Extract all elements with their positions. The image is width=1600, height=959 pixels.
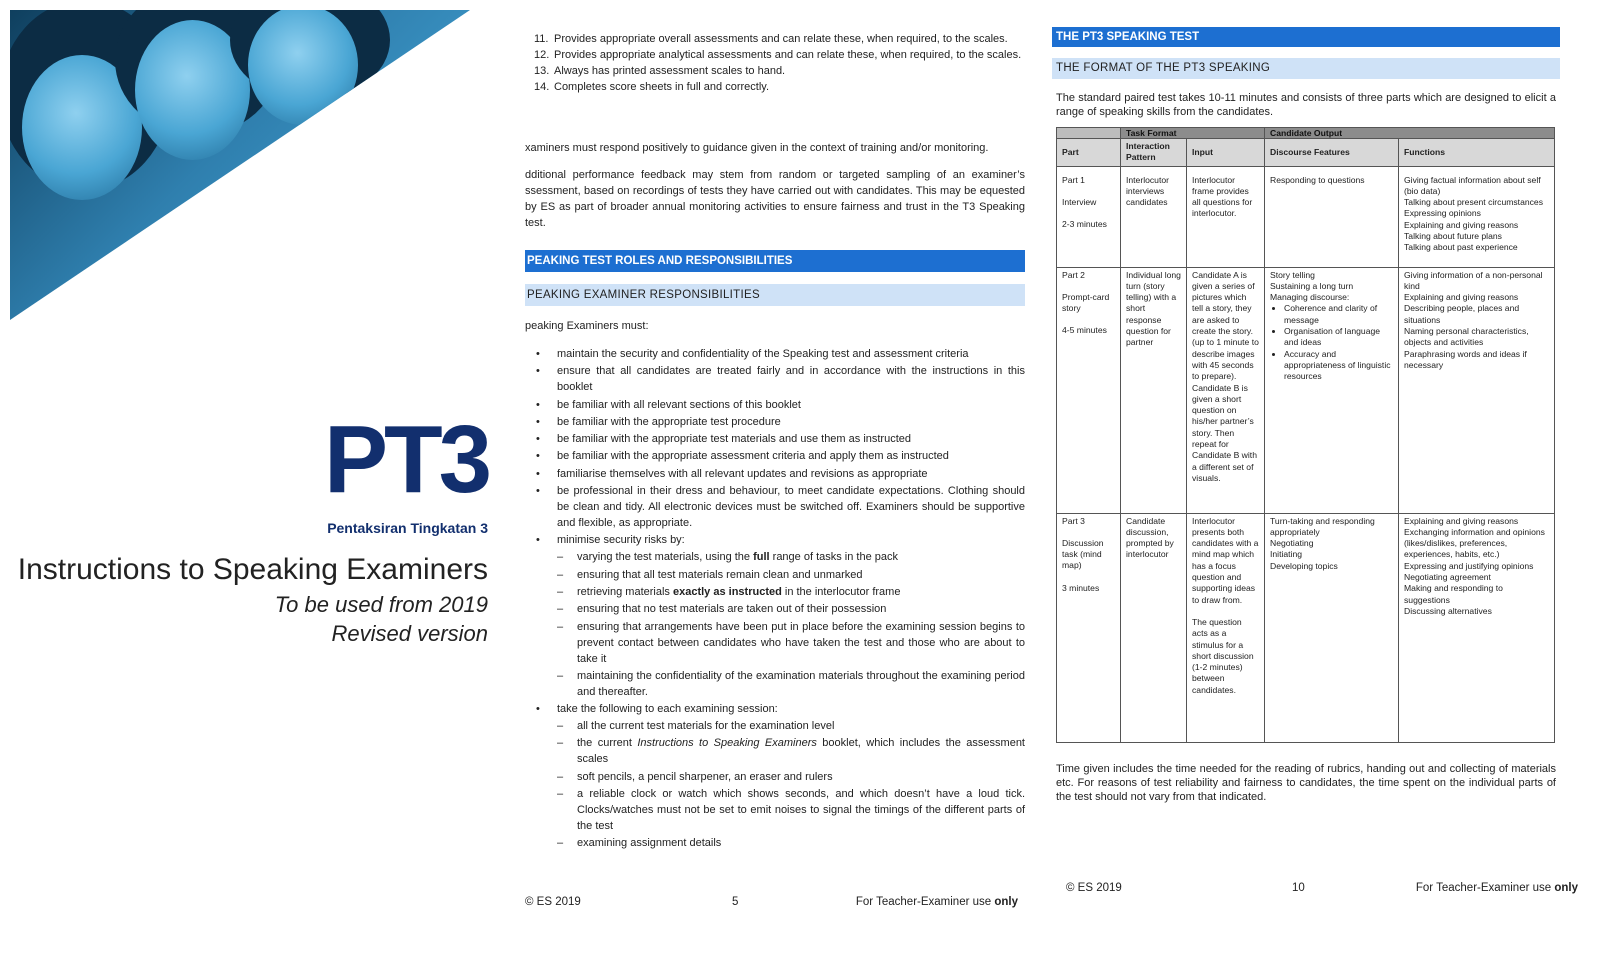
footer-usage: For Teacher-Examiner use only bbox=[855, 896, 1018, 908]
session-sublist bbox=[557, 718, 1025, 851]
col-header: Part bbox=[1057, 139, 1121, 167]
outro-text: Time given includes the time needed for the reading of rubrics, handing out and collecting of materials etc. For reasons of test reliability and fairness to candidates, the time spent on the individual parts of the test should not vary from that indicated. bbox=[1056, 763, 1556, 803]
table-row bbox=[1057, 267, 1555, 513]
list-item: • be familiar with all relevant sections of this booklet bbox=[525, 397, 1025, 413]
input-cell: Interlocutor presents both candidates with a mind map which has a focus question and supporting ideas to draw from. The question acts as a stimulus for a short discussion (1-2 minutes) between candidates. bbox=[1187, 513, 1265, 742]
col-header: Functions bbox=[1399, 139, 1555, 167]
page-10 bbox=[1044, 0, 1600, 959]
sub-item: – examining assignment details bbox=[557, 835, 1025, 851]
sub-item: – varying the test materials, using the full range of tasks in the pack bbox=[557, 549, 1025, 565]
table-row bbox=[1057, 166, 1555, 267]
input-cell: Candidate A is given a series of pictures which tell a story, they are asked to create the story. (up to 1 minute to describe images with 45 seconds to prepare). Candidate B is given a short question on his/her partner’s story. Then repeat for Candidate B with a different set of visuals. bbox=[1187, 267, 1265, 513]
list-item: • take the following to each examining session: – all the current test materials for the examination level – the current Instructions to Speaking Examiners booklet, which includes the assessment scales – soft pencils, a pencil sharpener, an eraser and rulers – a reliable clock or watch which shows seconds, and which doesn’t have a loud tick. Clocks/watches must not be set to emit noises to signal the timings of the different parts of the test – examining assignment details bbox=[525, 701, 1025, 851]
list-item: • be professional in their dress and behaviour, to meet candidate expectations. Clothing should be clean and tidy. All electronic devices must be switched off. Examiners should be supportive and flexible, as appropriate. bbox=[525, 483, 1025, 531]
document-date-line: To be used from 2019 bbox=[274, 592, 488, 617]
table-row bbox=[1057, 513, 1555, 742]
group-candidate-output: Candidate Output bbox=[1265, 128, 1555, 139]
sub-item: – ensuring that arrangements have been put in place before the examining session begins to prevent contact between candidates who have taken the test and those who are about to take it bbox=[557, 619, 1025, 667]
table-header bbox=[1057, 139, 1555, 167]
document-title: Instructions to Speaking Examiners bbox=[17, 553, 488, 586]
list-item: 13. Always has printed assessment scales to hand. bbox=[534, 65, 786, 77]
table-group-header bbox=[1057, 128, 1555, 139]
cover-photo bbox=[10, 10, 470, 320]
list-item: 11. Provides appropriate overall assessments and can relate these, when required, to the scales. bbox=[534, 33, 1008, 45]
sub-item: – retrieving materials exactly as instructed in the interlocutor frame bbox=[557, 584, 1025, 600]
document-version-line: Revised version bbox=[331, 621, 488, 646]
list-item: • ensure that all candidates are treated fairly and in accordance with the instructions in this booklet bbox=[525, 363, 1025, 395]
sub-item: – the current Instructions to Speaking Examiners booklet, which includes the assessment scales bbox=[557, 735, 1025, 767]
interaction-cell: Candidate discussion, prompted by interlocutor bbox=[1121, 513, 1187, 742]
footer-page-number: 10 bbox=[1292, 882, 1305, 894]
interaction-cell: Interlocutor interviews candidates bbox=[1121, 166, 1187, 267]
speaking-format-table bbox=[1056, 127, 1555, 743]
part-cell: Part 3 Discussion task (mind map) 3 minutes bbox=[1057, 513, 1121, 742]
sub-item: – ensuring that no test materials are taken out of their possession bbox=[557, 601, 1025, 617]
list-item: 12. Provides appropriate analytical assessments and can relate these, when required, to the scales. bbox=[534, 49, 1022, 61]
sub-item: – a reliable clock or watch which shows seconds, and which doesn’t have a loud tick. Clocks/watches must not be set to emit noises to signal the timings of the different parts of the test bbox=[557, 786, 1025, 834]
list-item: • familiarise themselves with all relevant updates and revisions as appropriate bbox=[525, 466, 1025, 482]
sub-item: – maintaining the confidentiality of the examination materials throughout the examining period and thereafter. bbox=[557, 668, 1025, 700]
input-cell: Interlocutor frame provides all questions for interlocutor. bbox=[1187, 166, 1265, 267]
list-item: 14. Completes score sheets in full and correctly. bbox=[534, 81, 769, 93]
col-header: Input bbox=[1187, 139, 1265, 167]
security-sublist bbox=[557, 549, 1025, 699]
col-header: Discourse Features bbox=[1265, 139, 1399, 167]
list-item: • minimise security risks by: – varying the test materials, using the full range of tasks in the pack – ensuring that all test materials remain clean and unmarked – retrieving materials exactly as instructed in the interlocutor frame – ensuring that no test materials are taken out of their possession – ensuring that arrangements have been put in place before the examining session begins to prevent contact between candidates who have taken the test and those who are about to take it – maintaining the confidentiality of the examination materials throughout the examining period and thereafter. bbox=[525, 532, 1025, 699]
list-item: • be familiar with the appropriate assessment criteria and apply them as instructed bbox=[525, 448, 1025, 464]
list-item: • be familiar with the appropriate test materials and use them as instructed bbox=[525, 431, 1025, 447]
footer-usage: For Teacher-Examiner use only bbox=[1415, 882, 1578, 894]
col-header: Interaction Pattern bbox=[1121, 139, 1187, 167]
section-heading: THE PT3 SPEAKING TEST bbox=[1052, 27, 1560, 47]
interaction-cell: Individual long turn (story telling) with a short response question for partner bbox=[1121, 267, 1187, 513]
footer-page-number: 5 bbox=[732, 896, 739, 908]
footer-copyright: © ES 2019 bbox=[1066, 882, 1122, 894]
sub-item: – ensuring that all test materials remain clean and unmarked bbox=[557, 567, 1025, 583]
part-cell: Part 2 Prompt-card story 4-5 minutes bbox=[1057, 267, 1121, 513]
numbered-list bbox=[534, 31, 1024, 95]
responsibilities-list bbox=[525, 346, 1025, 853]
subsection-heading: THE FORMAT OF THE PT3 SPEAKING bbox=[1052, 58, 1560, 79]
functions-cell: Giving information of a non-personal kind Explaining and giving reasons Describing people, places and situations Naming personal characteristics, objects and activities Paraphrasing words and ideas if necessary bbox=[1399, 267, 1555, 513]
cover-page bbox=[0, 0, 520, 959]
subsection-heading: PEAKING EXAMINER RESPONSIBILITIES bbox=[525, 284, 1025, 306]
discourse-cell: Turn-taking and responding appropriately Negotiating Initiating Developing topics bbox=[1265, 513, 1399, 742]
intro-text: peaking Examiners must: bbox=[525, 320, 649, 332]
intro-text: The standard paired test takes 10-11 minutes and consists of three parts which are designed to elicit a range of speaking skills from the candidates. bbox=[1056, 92, 1556, 118]
page-5 bbox=[520, 0, 1044, 959]
group-task-format: Task Format bbox=[1121, 128, 1265, 139]
part-cell: Part 1 Interview 2-3 minutes bbox=[1057, 166, 1121, 267]
logo-subtitle: Pentaksiran Tingkatan 3 bbox=[327, 520, 488, 536]
list-item: • maintain the security and confidentiality of the Speaking test and assessment criteria bbox=[525, 346, 1025, 362]
footer-copyright: © ES 2019 bbox=[525, 896, 581, 908]
functions-cell: Giving factual information about self (bio data) Talking about present circumstances Expressing opinions Explaining and giving reasons Talking about future plans Talking about past experience bbox=[1399, 166, 1555, 267]
sub-item: – all the current test materials for the examination level bbox=[557, 718, 1025, 734]
discourse-cell: Responding to questions bbox=[1265, 166, 1399, 267]
discourse-cell: Story telling Sustaining a long turn Managing discourse: • Coherence and clarity of message • Organisation of language and ideas • Accuracy and appropriateness of linguistic resources bbox=[1265, 267, 1399, 513]
functions-cell: Explaining and giving reasons Exchanging information and opinions (likes/dislikes, preferences, experiences, habits, etc.) Expressing and justifying opinions Negotiating agreement Making and responding to suggestions Discussing alternatives bbox=[1399, 513, 1555, 742]
sub-item: – soft pencils, a pencil sharpener, an eraser and rulers bbox=[557, 769, 1025, 785]
guidance-paragraph: xaminers must respond positively to guidance given in the context of training and/or monitoring. bbox=[525, 142, 989, 154]
feedback-paragraph: dditional performance feedback may stem from random or targeted sampling of an examiner’s ssessment, based on recordings of tests they have carried out with candidates. This may be equested by ES as part of broader annual monitoring activities to ensure fairness and trust in the T3 Speaking test. bbox=[525, 169, 1025, 229]
list-item: • be familiar with the appropriate test procedure bbox=[525, 414, 1025, 430]
pt3-logo: PT3 bbox=[323, 406, 488, 513]
section-heading: PEAKING TEST ROLES AND RESPONSIBILITIES bbox=[525, 250, 1025, 272]
